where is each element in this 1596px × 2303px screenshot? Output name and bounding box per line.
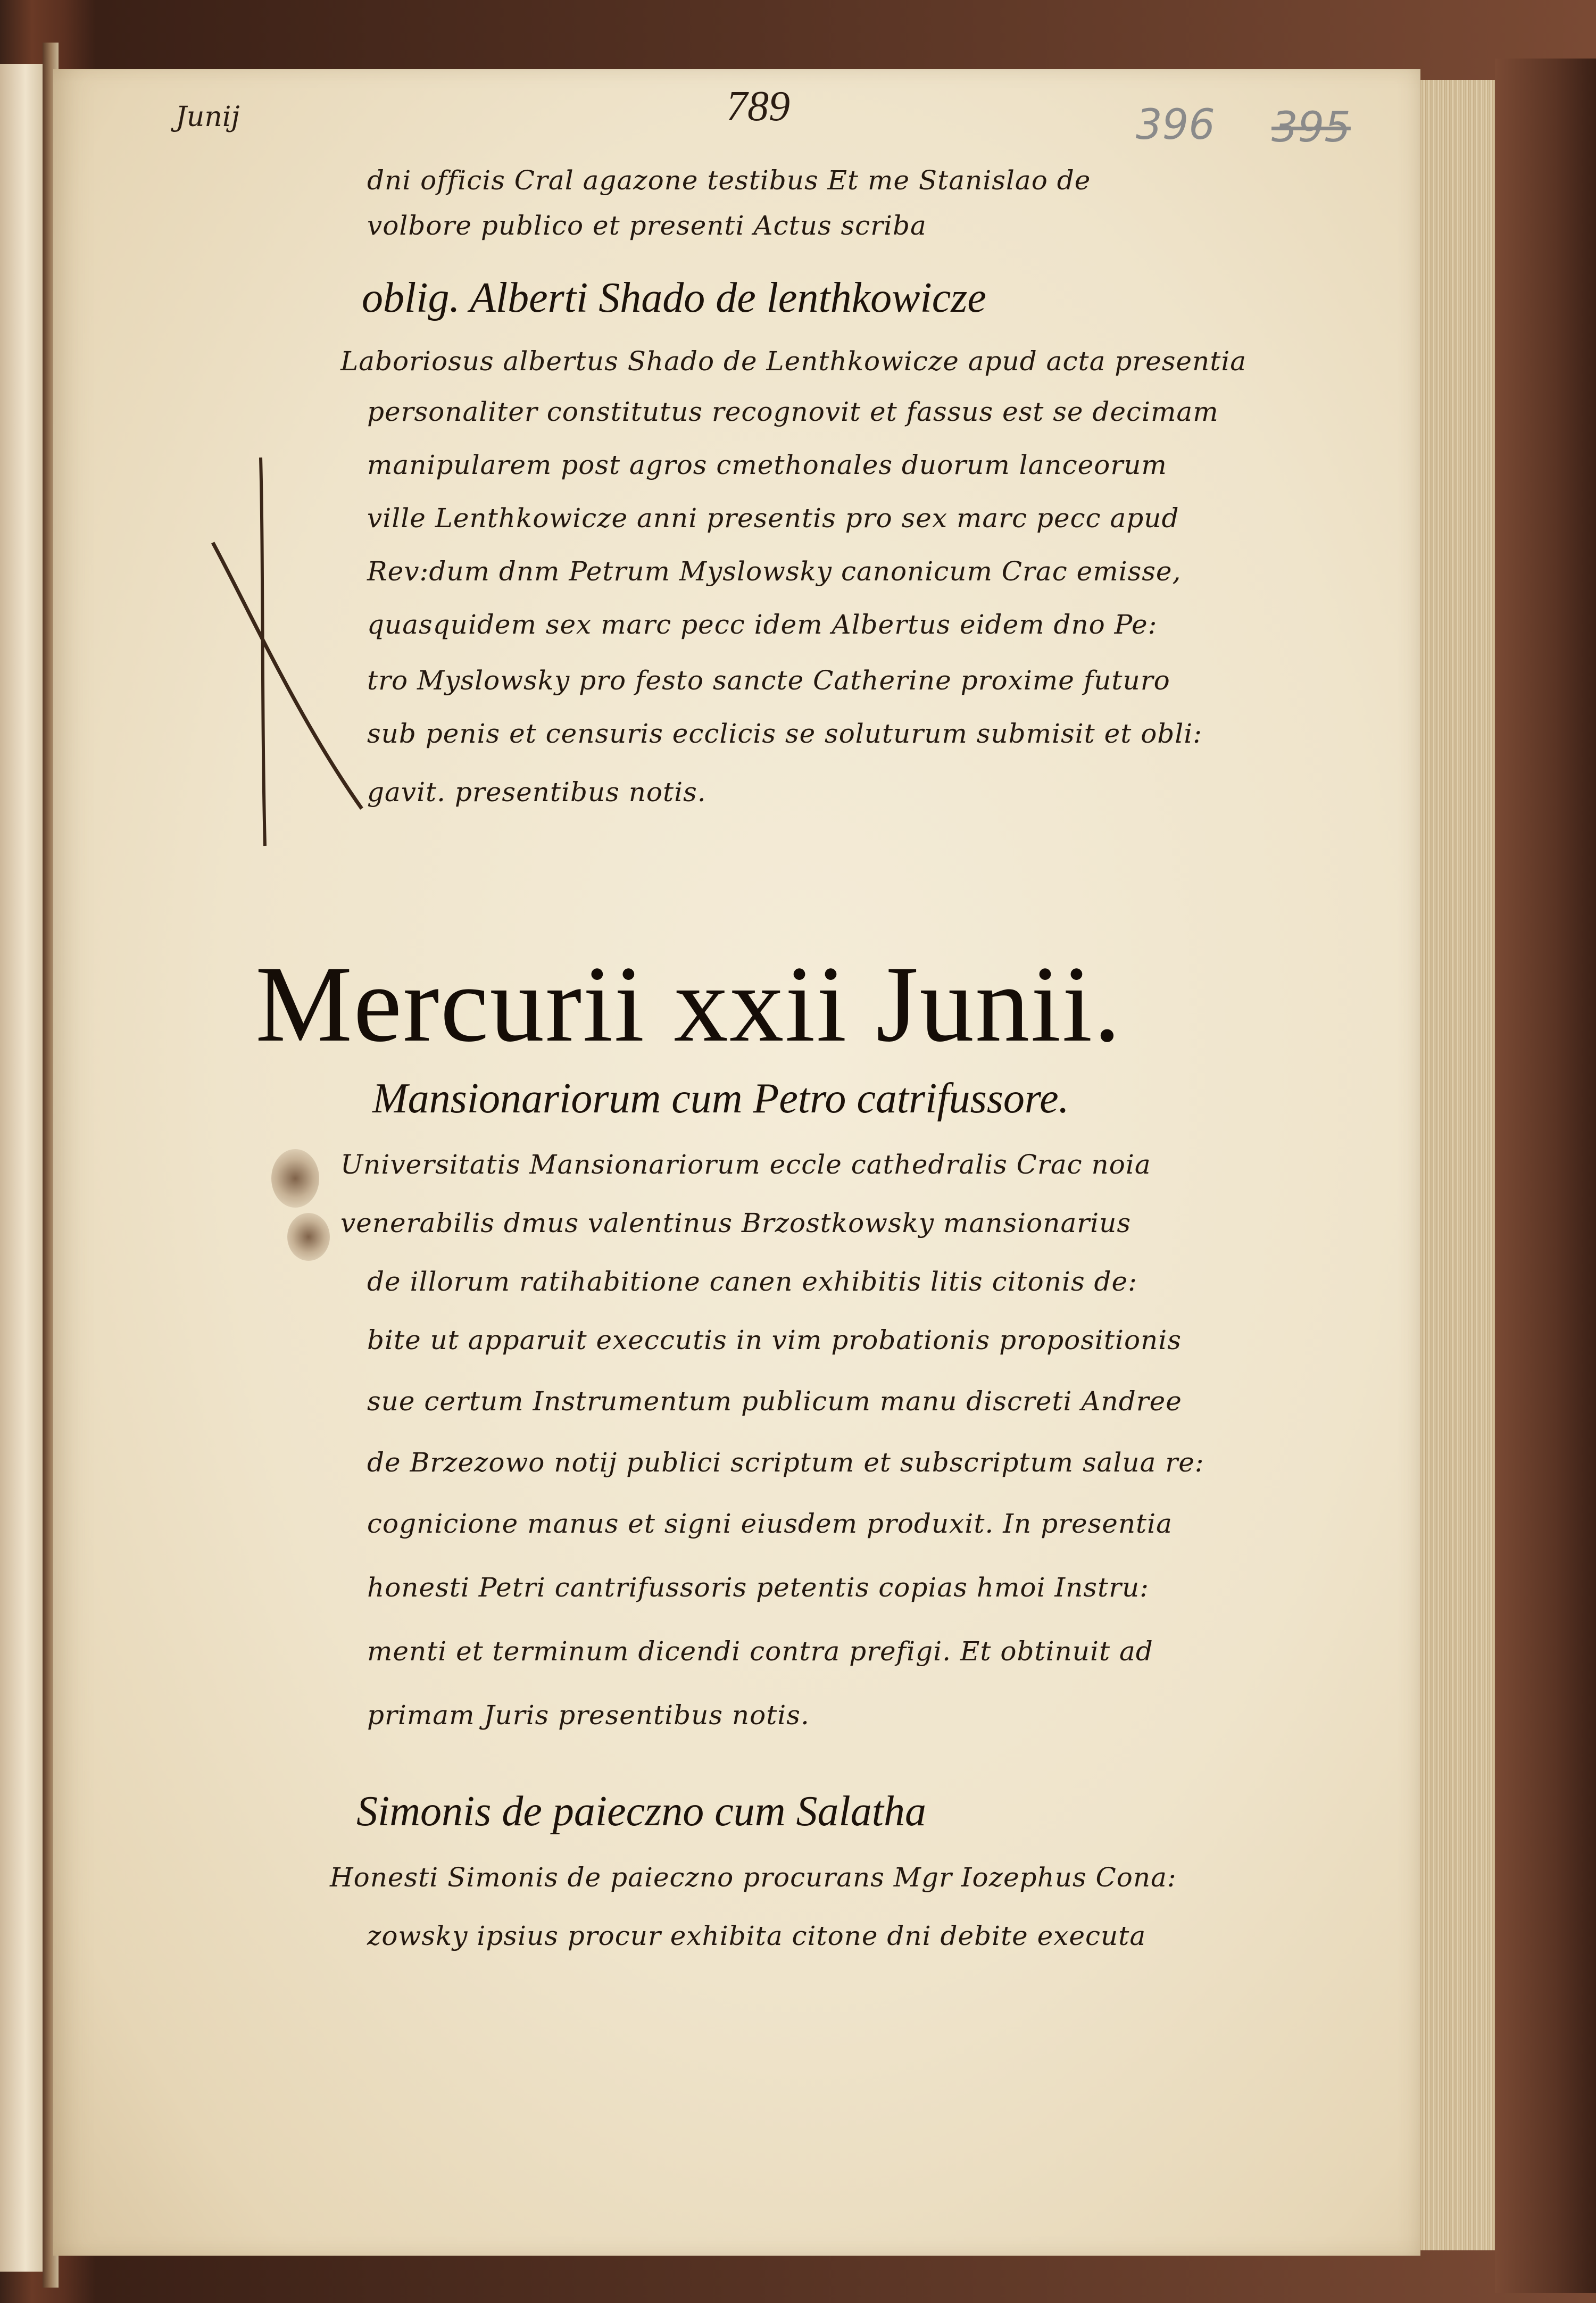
text-line: primam Juris presentibus notis. bbox=[367, 1700, 810, 1731]
text-line: gavit. presentibus notis. bbox=[367, 777, 706, 808]
leather-cover bbox=[1495, 59, 1596, 2293]
text-line: Universitatis Mansionariorum eccle cathedralis Crac noia bbox=[340, 1149, 1151, 1180]
text-line: quasquidem sex marc pecc idem Albertus eidem dno Pe: bbox=[367, 609, 1158, 640]
text-line: manipularem post agros cmethonales duorum lanceorum bbox=[367, 450, 1167, 480]
text-line: zowsky ipsius procur exhibita citone dni debite executa bbox=[367, 1920, 1146, 1951]
entry-heading: oblig. Alberti Shado de lenthkowicze bbox=[362, 275, 986, 321]
text-line: Laboriosus albertus Shado de Lenthkowicze apud acta presentia bbox=[340, 346, 1247, 377]
entry-heading: Mansionariorum cum Petro catrifussore. bbox=[372, 1075, 1069, 1122]
running-head: Junij bbox=[176, 101, 240, 133]
cancellation-mark bbox=[202, 452, 372, 857]
text-line: menti et terminum dicendi contra prefigi. Et obtinuit ad bbox=[367, 1636, 1153, 1667]
text-line: sub penis et censuris ecclicis se soluturum submisit et obli: bbox=[367, 718, 1203, 749]
manuscript-page bbox=[53, 69, 1420, 2256]
text-line: sue certum Instrumentum publicum manu discreti Andree bbox=[367, 1386, 1182, 1417]
ink-stain bbox=[287, 1213, 330, 1261]
ink-stain bbox=[271, 1149, 319, 1208]
text-line: de Brzezowo notij publici scriptum et subscriptum salua re: bbox=[367, 1447, 1204, 1478]
text-line: de illorum ratihabitione canen exhibitis litis citonis de: bbox=[367, 1266, 1137, 1297]
text-line: honesti Petri cantrifussoris petentis copias hmoi Instru: bbox=[367, 1572, 1150, 1603]
pencil-folio-number-struck: 395 bbox=[1271, 104, 1351, 152]
text-line: venerabilis dmus valentinus Brzostkowsky mansionarius bbox=[340, 1208, 1132, 1238]
pencil-folio-number: 396 bbox=[1136, 101, 1215, 149]
text-line: Honesti Simonis de paieczno procurans Mgr Iozephus Cona: bbox=[330, 1862, 1177, 1893]
page-edges bbox=[1415, 80, 1496, 2250]
text-line: bite ut apparuit execcutis in vim probationis propositionis bbox=[367, 1325, 1182, 1356]
text-line: tro Myslowsky pro festo sancte Catherine proxime futuro bbox=[367, 665, 1170, 696]
facing-page-edge bbox=[0, 64, 44, 2272]
folio-number-ink: 789 bbox=[726, 83, 790, 130]
text-line: volbore publico et presenti Actus scriba bbox=[367, 210, 927, 241]
text-line: dni officis Cral agazone testibus Et me Stanislao de bbox=[367, 165, 1091, 196]
entry-heading: Simonis de paieczno cum Salatha bbox=[356, 1788, 926, 1835]
text-line: cognicione manus et signi eiusdem produxit. In presentia bbox=[367, 1508, 1173, 1539]
text-line: ville Lenthkowicze anni presentis pro sex marc pecc apud bbox=[367, 503, 1179, 534]
date-heading: Mercurii xxii Junii. bbox=[255, 944, 1122, 1065]
text-line: personaliter constitutus recognovit et fassus est se decimam bbox=[367, 396, 1219, 427]
text-line: Rev:dum dnm Petrum Myslowsky canonicum Crac emisse, bbox=[367, 556, 1182, 587]
